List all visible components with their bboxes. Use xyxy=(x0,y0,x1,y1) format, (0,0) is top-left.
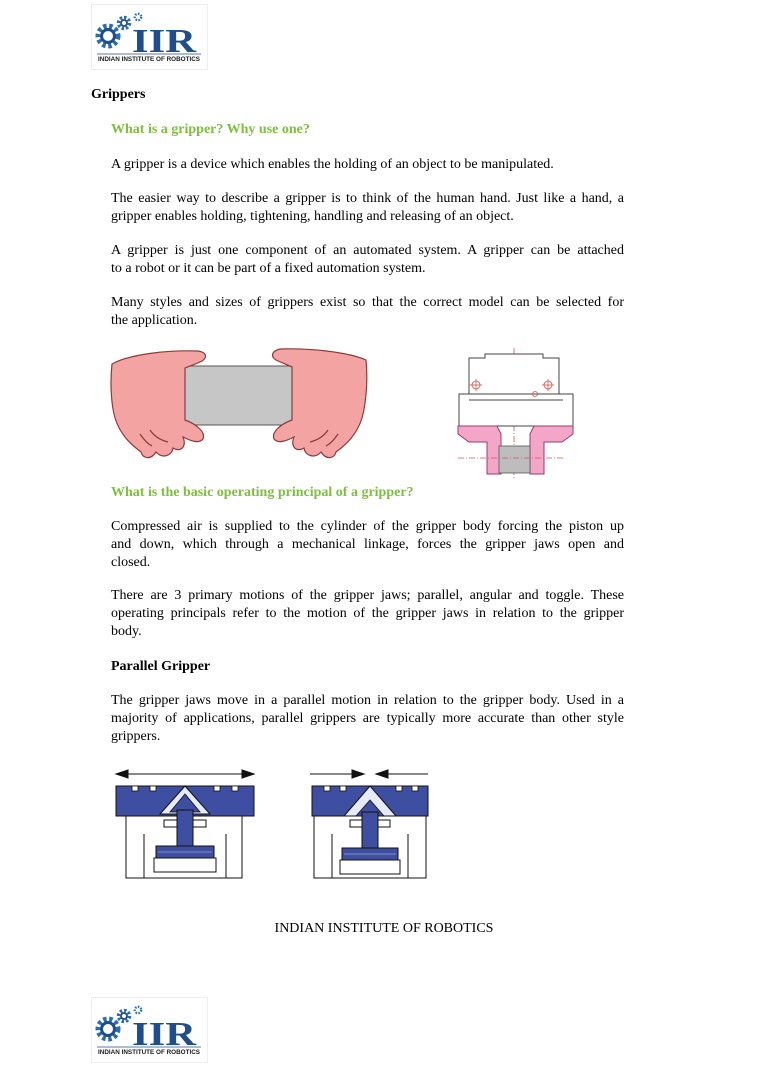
logo-tagline: INDIAN INSTITUTE OF ROBOTICS xyxy=(98,56,201,63)
paragraph-line: Many styles and sizes of grippers exist so that the correct model can be selected for xyxy=(111,295,624,310)
paragraph xyxy=(111,190,624,226)
paragraph xyxy=(111,692,624,746)
paragraph xyxy=(111,242,624,278)
hands-holding-object-image xyxy=(110,348,368,464)
paragraph-line: The easier way to describe a gripper is to think of the human hand. Just like a hand, a xyxy=(111,191,624,206)
paragraph-line: A gripper is just one component of an automated system. A gripper can be attached xyxy=(111,243,624,258)
paragraph xyxy=(111,156,624,174)
gripper-technical-drawing-image xyxy=(455,348,580,479)
paragraph-line: A gripper is a device which enables the holding of an object to be manipulated. xyxy=(111,157,554,172)
paragraph-line: body. xyxy=(111,624,142,639)
logo-letters: IIR xyxy=(132,1016,197,1053)
paragraph-line: grippers. xyxy=(111,729,161,744)
paragraph xyxy=(111,518,624,572)
parallel-gripper-open-diagram xyxy=(114,766,256,882)
paragraph-line: closed. xyxy=(111,555,151,570)
page-footer: INDIAN INSTITUTE OF ROBOTICS xyxy=(274,921,494,936)
parallel-gripper-closed-diagram xyxy=(310,766,430,882)
question-what-is-gripper: What is a gripper? Why use one? xyxy=(111,122,310,137)
paragraph xyxy=(111,294,624,330)
iir-logo xyxy=(92,5,207,69)
paragraph-line: majority of applications, parallel grippers are typically more accurate than other style xyxy=(111,711,624,726)
gripped-part xyxy=(499,446,530,473)
paragraph-line: The gripper jaws move in a parallel motion in relation to the gripper body. Used in a xyxy=(111,693,624,708)
paragraph-line: Compressed air is supplied to the cylinder of the gripper body forcing the piston up xyxy=(111,519,624,534)
paragraph-line: the application. xyxy=(111,313,198,328)
logo-tagline: INDIAN INSTITUTE OF ROBOTICS xyxy=(98,1049,201,1056)
iir-logo xyxy=(92,998,207,1062)
parallel-gripper-heading: Parallel Gripper xyxy=(111,659,211,674)
inward-arrow-icon xyxy=(310,770,428,778)
page-title: Grippers xyxy=(91,87,146,102)
logo-letters: IIR xyxy=(132,23,197,60)
paragraph-line: to a robot or it can be part of a fixed automation system. xyxy=(111,261,426,276)
iir-logo-graphic xyxy=(92,5,207,69)
paragraph-line: gripper enables holding, tightening, handling and releasing of an object. xyxy=(111,209,514,224)
paragraph-line: and down, which through a mechanical linkage, forces the gripper jaws open and xyxy=(111,537,624,552)
paragraph xyxy=(111,587,624,641)
next-page-logo xyxy=(92,998,207,1056)
outward-arrow-icon xyxy=(116,770,254,778)
held-object xyxy=(185,366,292,425)
question-operating-principal: What is the basic operating principal of a gripper? xyxy=(111,485,414,500)
paragraph-line: There are 3 primary motions of the gripper jaws; parallel, angular and toggle. These xyxy=(111,588,624,603)
iir-logo-graphic xyxy=(92,998,207,1062)
paragraph-line: operating principals refer to the motion of the gripper jaws in relation to the gripper xyxy=(111,606,624,621)
